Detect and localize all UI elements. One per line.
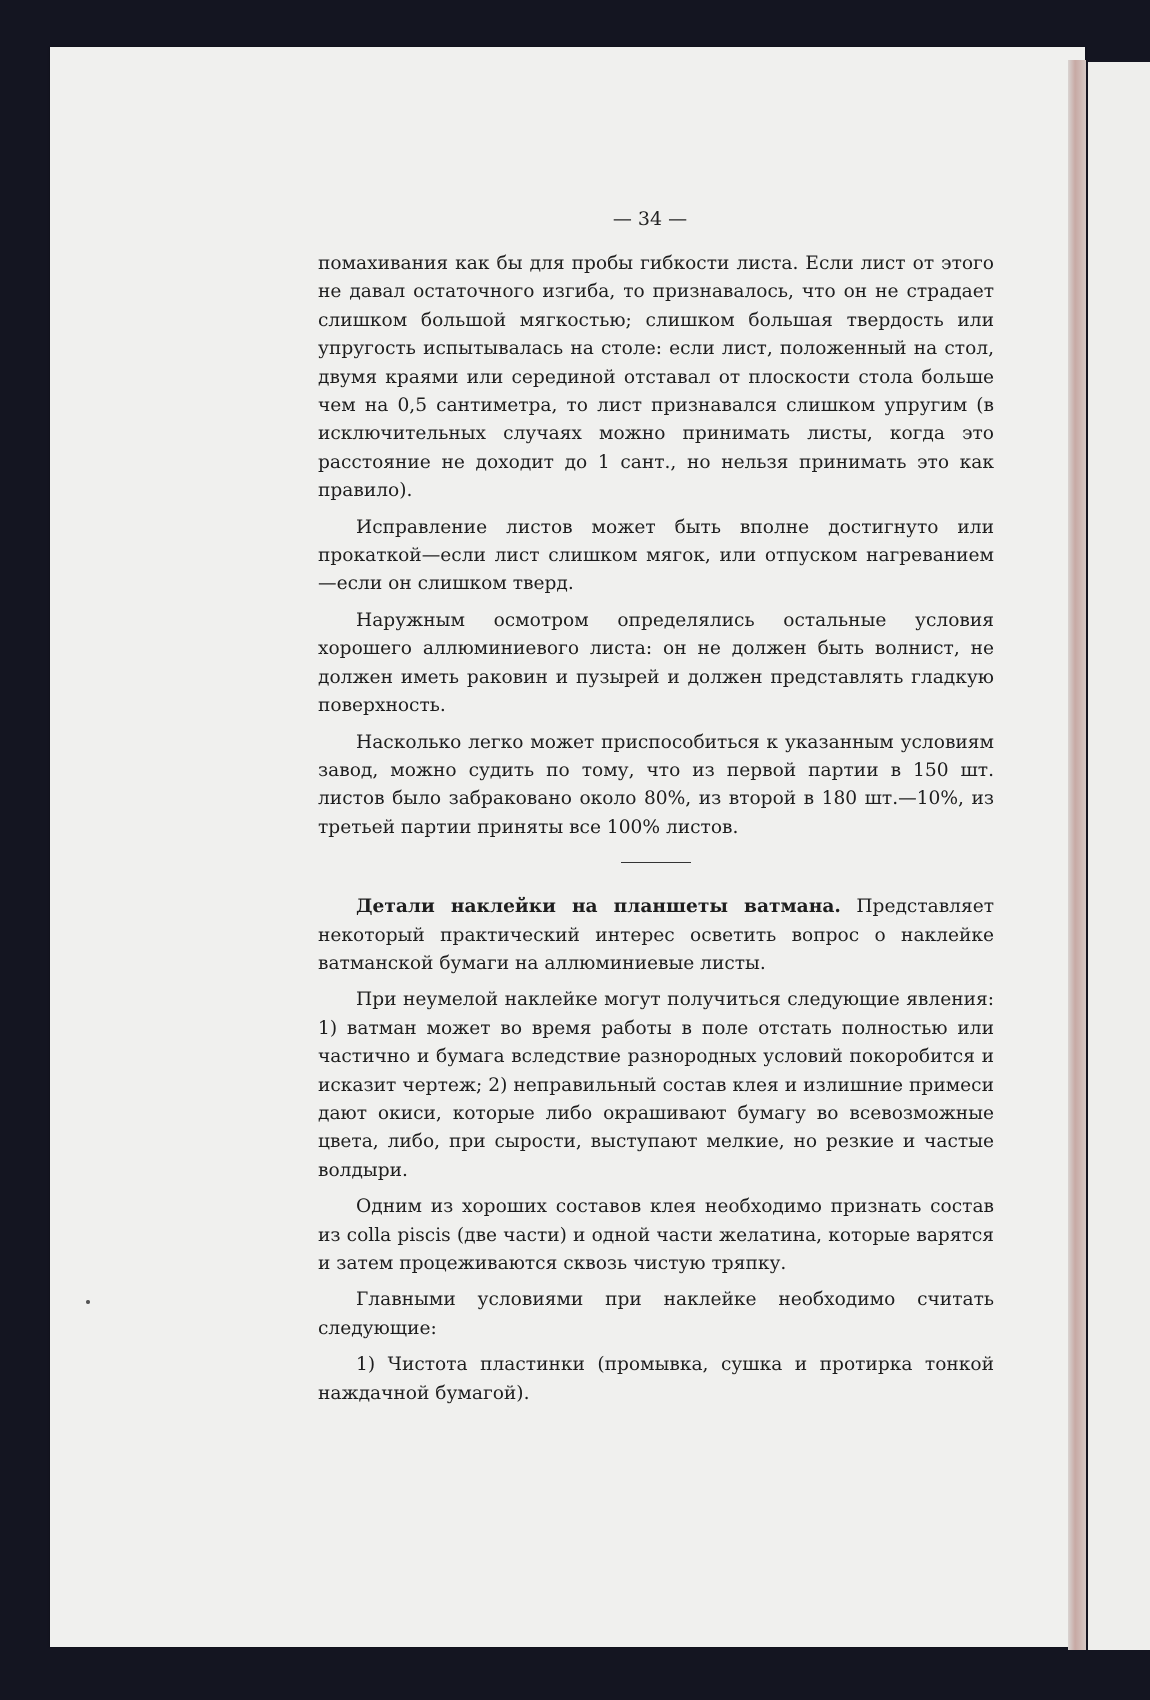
paragraph-2: Исправление листов может быть вполне достигнуто или прокаткой—если лист слишком мягок, или отпуском нагреванием—если он слишком тверд.: [318, 516, 994, 595]
paper-speck: [86, 1300, 90, 1304]
page-gutter: [1068, 60, 1086, 1650]
paragraph-7: Одним из хороших составов клея необходимо признать состав из colla piscis (две части) и одной части желатина, которые варятся и затем процеживаются сквозь чистую тряпку.: [318, 1196, 994, 1274]
paragraph-1: помахивания как бы для пробы гибкости листа. Если лист от этого не давал остаточного изгиба, то признавалось, что он не страдает слишком большой мягкостью; слишком большая твердость или упругость испытывалась на столе: если лист, положенный на стол, двумя краями или серединой отставал от плоскости стола больше чем на 0,5 сантиметра, то лист признавался слишком упругим (в исключительных случаях можно принимать листы, когда это расстояние не доходит до 1 сант., но нельзя принимать это как правило).: [318, 253, 994, 502]
paragraph-4: Насколько легко может приспособиться к указанным условиям завод, можно судить по тому, что из первой партии в 150 шт. листов было забраковано около 80%, из второй в 180 шт.—10%, из третьей партии приняты все 100% листов.: [318, 731, 994, 838]
list-item-1: 1) Чистота пластинки (промывка, сушка и протирка тонкой наждачной бумагой).: [318, 1354, 994, 1404]
section-heading: Детали наклейки на планшеты ватмана.: [356, 896, 841, 918]
paragraph-8: Главными условиями при наклейке необходимо считать следующие:: [318, 1289, 994, 1339]
section-heading-text: Представляет некоторый практический интерес осветить вопрос о наклейке ватманской бумаги на аллюминиевые листы.: [318, 896, 994, 974]
paragraph-5: [318, 893, 994, 978]
paragraph-6: При неумелой наклейке могут получиться следующие явления: 1) ватман может во время работы в поле отстать полностью или частично и бумага вследствие разнородных условий покоробится и исказит чертеж; 2) неправильный состав клея и излишние примеси дают окиси, которые либо окрашивают бумагу во всевозможные цвета, либо, при сырости, выступают мелкие, но резкие и частые волдыри.: [318, 989, 994, 1181]
body-text: [318, 250, 994, 1408]
section-divider: [621, 862, 691, 863]
paragraph-3: Наружным осмотром определялись остальные условия хорошего аллюминиевого листа: он не должен быть волнист, не должен иметь раковин и пузырей и должен представлять гладкую поверхность.: [318, 609, 994, 717]
adjacent-page-edge: [1088, 62, 1150, 1650]
page-number: — 34 —: [612, 208, 688, 230]
